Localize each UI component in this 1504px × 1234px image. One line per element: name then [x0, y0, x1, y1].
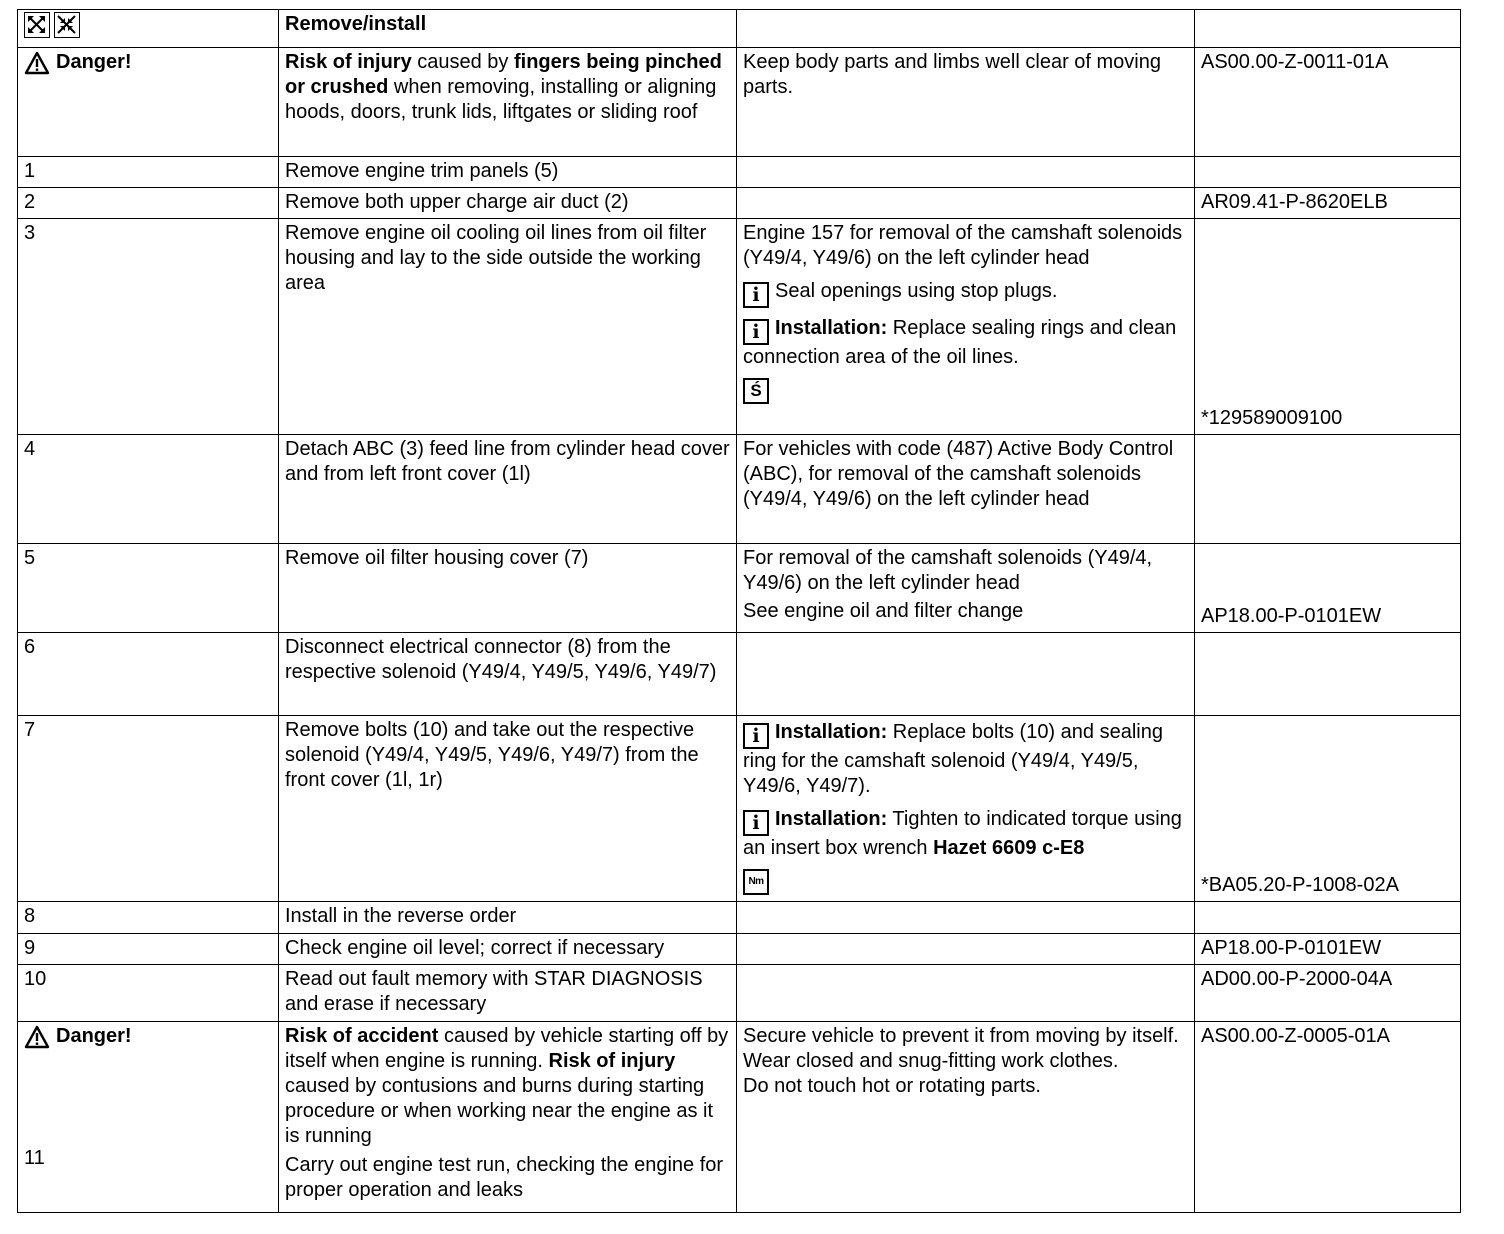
- step-number: 3: [18, 219, 279, 435]
- info-icon: i: [743, 810, 769, 836]
- step-number: 2: [18, 188, 279, 219]
- step-text: Disconnect electrical connector (8) from the respective solenoid (Y49/4, Y49/5, Y49/6, Y49/7): [279, 633, 737, 716]
- danger-row: [18, 48, 1461, 157]
- danger-label-cell: [18, 1022, 279, 1213]
- table-row: [18, 188, 1461, 219]
- reference-link[interactable]: AP18.00-P-0101EW: [1195, 544, 1461, 633]
- table-row: [18, 934, 1461, 965]
- danger-row: [18, 1022, 1461, 1213]
- table-row: [18, 965, 1461, 1022]
- step-notes: [737, 716, 1195, 902]
- step-number: 8: [18, 902, 279, 934]
- header-empty-cell: [1195, 10, 1461, 48]
- warning-icon: [24, 1025, 50, 1049]
- reference-link[interactable]: AP18.00-P-0101EW: [1195, 934, 1461, 965]
- step-text-cell: [279, 1022, 737, 1213]
- step-number: 6: [18, 633, 279, 716]
- reference-link[interactable]: *BA05.20-P-1008-02A: [1195, 716, 1461, 902]
- step-notes: [737, 219, 1195, 435]
- step-text: Install in the reverse order: [279, 902, 737, 934]
- reference-link[interactable]: AS00.00-Z-0011-01A: [1195, 48, 1461, 157]
- danger-label: Danger!: [56, 1025, 132, 1047]
- step-number: 4: [18, 435, 279, 544]
- step-number: 9: [18, 934, 279, 965]
- info-icon: i: [743, 282, 769, 308]
- table-row: [18, 716, 1461, 902]
- step-number: 7: [18, 716, 279, 902]
- step-number: 1: [18, 157, 279, 188]
- note-text: For removal of the camshaft solenoids (Y49/4, Y49/6) on the left cylinder head: [743, 547, 1153, 594]
- table-row: [18, 435, 1461, 544]
- header-title: Remove/install: [279, 10, 737, 48]
- reference-link[interactable]: AD00.00-P-2000-04A: [1195, 965, 1461, 1022]
- collapse-all-icon[interactable]: [54, 12, 80, 38]
- danger-measure: Secure vehicle to prevent it from moving by itself. Wear closed and snug-fitting work clothes. Do not touch hot or rotating parts.: [737, 1022, 1195, 1213]
- note-text: i Installation: Replace bolts (10) and sealing ring for the camshaft solenoid (Y49/4, Y49/5, Y49/6, Y49/7).: [743, 721, 1163, 797]
- note-text: For vehicles with code (487) Active Body Control (ABC), for removal of the camshaft solenoids (Y49/4, Y49/6) on the left cylinder head: [737, 435, 1195, 544]
- step-text: Read out fault memory with STAR DIAGNOSIS and erase if necessary: [279, 965, 737, 1022]
- header-empty-cell: [737, 10, 1195, 48]
- expand-all-icon[interactable]: [24, 12, 50, 38]
- note-text: Engine 157 for removal of the camshaft solenoids (Y49/4, Y49/6) on the left cylinder head: [743, 222, 1183, 269]
- step-text: Remove engine trim panels (5): [279, 157, 737, 188]
- step-number: 5: [18, 544, 279, 633]
- step-text: Remove both upper charge air duct (2): [279, 188, 737, 219]
- step-text: Remove oil filter housing cover (7): [279, 544, 737, 633]
- info-icon: i: [743, 723, 769, 749]
- header-row: [18, 10, 1461, 48]
- step-text: Remove bolts (10) and take out the respective solenoid (Y49/4, Y49/5, Y49/6, Y49/7) from the front cover (1l, 1r): [279, 716, 737, 902]
- step-number: 11: [24, 1146, 45, 1169]
- danger-label: Danger!: [56, 51, 132, 73]
- table-row: [18, 544, 1461, 633]
- step-text: Remove engine oil cooling oil lines from oil filter housing and lay to the side outside the working area: [279, 219, 737, 435]
- warning-icon: [24, 51, 50, 75]
- special-tool-icon[interactable]: Ś: [743, 378, 769, 404]
- header-icons-cell: [18, 10, 279, 48]
- danger-measure: Keep body parts and limbs well clear of moving parts.: [737, 48, 1195, 157]
- danger-label-cell: [18, 48, 279, 157]
- table-row: [18, 219, 1461, 435]
- reference-link[interactable]: AR09.41-P-8620ELB: [1195, 188, 1461, 219]
- table-row: [18, 902, 1461, 934]
- step-text: Detach ABC (3) feed line from cylinder head cover and from left front cover (1l): [279, 435, 737, 544]
- step-notes: [737, 544, 1195, 633]
- note-text: i Installation: Tighten to indicated torque using an insert box wrench Hazet 6609 c-E8: [743, 808, 1182, 859]
- note-text: i Seal openings using stop plugs.: [743, 279, 1188, 308]
- info-icon: i: [743, 319, 769, 345]
- procedure-table: [17, 9, 1461, 1213]
- note-text: i Installation: Replace sealing rings and clean connection area of the oil lines.: [743, 317, 1177, 368]
- step-text: Carry out engine test run, checking the engine for proper operation and leaks: [285, 1154, 724, 1201]
- danger-description: Risk of accident caused by vehicle starting off by itself when engine is running. Risk of injury caused by contusions and burns during starting procedure or when working near the engine as it is running: [285, 1025, 729, 1147]
- torque-icon[interactable]: Nm: [743, 869, 769, 895]
- reference-link[interactable]: *129589009100: [1195, 219, 1461, 435]
- note-text: See engine oil and filter change: [743, 600, 1024, 622]
- reference-link[interactable]: AS00.00-Z-0005-01A: [1195, 1022, 1461, 1213]
- table-row: [18, 633, 1461, 716]
- tool-name: Hazet 6609 c-E8: [933, 837, 1085, 859]
- step-number: 10: [18, 965, 279, 1022]
- step-text: Check engine oil level; correct if necessary: [279, 934, 737, 965]
- danger-description: Risk of injury caused by fingers being pinched or crushed when removing, installing or aligning hoods, doors, trunk lids, liftgates or sliding roof: [279, 48, 737, 157]
- table-row: [18, 157, 1461, 188]
